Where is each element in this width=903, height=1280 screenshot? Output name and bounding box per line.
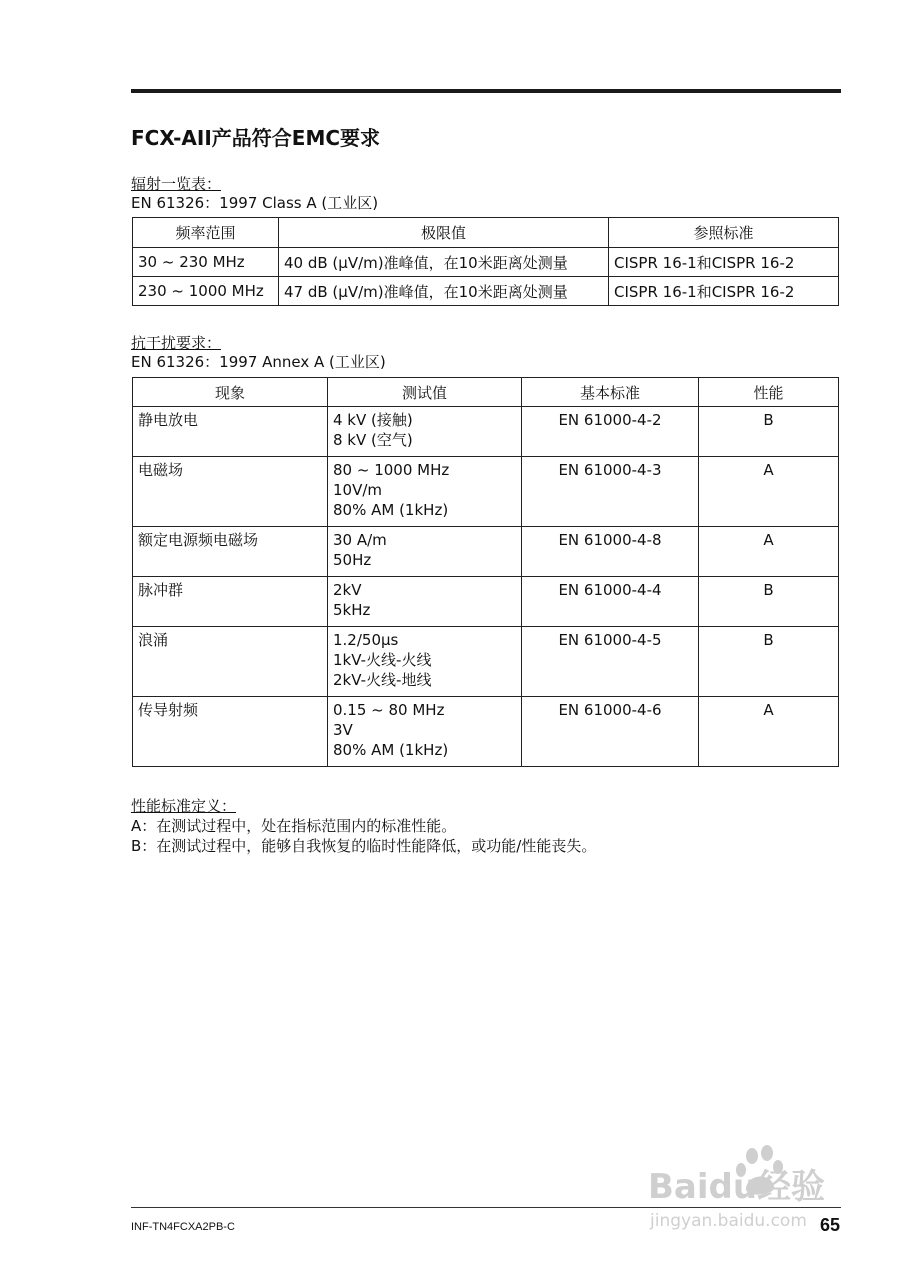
frequency-range-cell: 30 ~ 230 MHz bbox=[133, 248, 279, 277]
header-cell: 频率范围 bbox=[133, 218, 279, 248]
test-value-line: 2kV-火线-地线 bbox=[333, 671, 432, 689]
test-value-cell bbox=[328, 407, 522, 457]
header-cell: 测试值 bbox=[328, 378, 522, 407]
baidu-watermark-logo bbox=[640, 1140, 850, 1230]
definition-line: A：在测试过程中，处在指标范围内的标准性能。 bbox=[131, 817, 457, 835]
immunity-table bbox=[132, 377, 839, 767]
table-row bbox=[133, 527, 839, 577]
performance-cell: A bbox=[699, 527, 839, 577]
table-row bbox=[133, 407, 839, 457]
test-value-line: 0.15 ~ 80 MHz bbox=[333, 701, 445, 719]
definitions-heading: 性能标准定义： bbox=[131, 797, 237, 815]
test-value-cell bbox=[328, 577, 522, 627]
performance-cell: B bbox=[699, 627, 839, 697]
page-number: 65 bbox=[820, 1215, 841, 1235]
top-rule bbox=[131, 89, 841, 93]
test-value-line: 80% AM (1kHz) bbox=[333, 501, 449, 519]
test-value-cell bbox=[328, 627, 522, 697]
header-cell: 现象 bbox=[133, 378, 328, 407]
definition-line: B：在测试过程中，能够自我恢复的临时性能降低，或功能/性能丧失。 bbox=[131, 837, 597, 855]
performance-cell: B bbox=[699, 577, 839, 627]
table-row bbox=[133, 577, 839, 627]
header-cell: 参照标准 bbox=[609, 218, 839, 248]
basic-standard-cell: EN 61000-4-2 bbox=[522, 407, 699, 457]
test-value-line: 10V/m bbox=[333, 481, 383, 499]
test-value-line: 3V bbox=[333, 721, 353, 739]
emission-heading: 辐射一览表： bbox=[131, 175, 222, 193]
test-value-line: 30 A/m bbox=[333, 531, 387, 549]
basic-standard-cell: EN 61000-4-5 bbox=[522, 627, 699, 697]
phenomenon-cell: 电磁场 bbox=[133, 457, 328, 527]
test-value-line: 80 ~ 1000 MHz bbox=[333, 461, 450, 479]
performance-cell: B bbox=[699, 407, 839, 457]
phenomenon-cell: 静电放电 bbox=[133, 407, 328, 457]
header-cell: 极限值 bbox=[279, 218, 609, 248]
emission-section bbox=[131, 175, 378, 213]
test-value-line: 1.2/50μs bbox=[333, 631, 399, 649]
test-value-line: 1kV-火线-火线 bbox=[333, 651, 432, 669]
document-code: INF-TN4FCXA2PB-C bbox=[131, 1221, 235, 1233]
table-row bbox=[133, 697, 839, 767]
basic-standard-cell: EN 61000-4-3 bbox=[522, 457, 699, 527]
performance-cell: A bbox=[699, 457, 839, 527]
emission-table bbox=[132, 217, 839, 306]
test-value-line: 4 kV (接触) bbox=[333, 411, 413, 429]
bottom-rule bbox=[131, 1207, 841, 1208]
table-header-row bbox=[133, 218, 839, 248]
reference-standard-cell: CISPR 16-1和CISPR 16-2 bbox=[609, 277, 839, 306]
watermark-url: jingyan.baidu.com bbox=[650, 1211, 807, 1230]
table-header-row bbox=[133, 378, 839, 407]
header-cell: 性能 bbox=[699, 378, 839, 407]
immunity-heading: 抗干扰要求： bbox=[131, 334, 222, 352]
phenomenon-cell: 浪涌 bbox=[133, 627, 328, 697]
immunity-standard: EN 61326：1997 Annex A (工业区) bbox=[131, 353, 386, 371]
phenomenon-cell: 脉冲群 bbox=[133, 577, 328, 627]
table-row bbox=[133, 627, 839, 697]
test-value-line: 50Hz bbox=[333, 551, 372, 569]
phenomenon-cell: 传导射频 bbox=[133, 697, 328, 767]
test-value-cell bbox=[328, 527, 522, 577]
reference-standard-cell: CISPR 16-1和CISPR 16-2 bbox=[609, 248, 839, 277]
table-row bbox=[133, 277, 839, 306]
basic-standard-cell: EN 61000-4-6 bbox=[522, 697, 699, 767]
table-row bbox=[133, 248, 839, 277]
test-value-line: 2kV bbox=[333, 581, 362, 599]
immunity-section bbox=[131, 334, 386, 372]
emission-standard: EN 61326：1997 Class A (工业区) bbox=[131, 194, 379, 212]
test-value-line: 8 kV (空气) bbox=[333, 431, 413, 449]
basic-standard-cell: EN 61000-4-4 bbox=[522, 577, 699, 627]
basic-standard-cell: EN 61000-4-8 bbox=[522, 527, 699, 577]
test-value-line: 5kHz bbox=[333, 601, 371, 619]
performance-cell: A bbox=[699, 697, 839, 767]
table-row bbox=[133, 457, 839, 527]
limit-cell: 47 dB (μV/m)准峰值，在10米距离处测量 bbox=[279, 277, 609, 306]
watermark-brand: Baidu经验 bbox=[648, 1167, 826, 1207]
phenomenon-cell: 额定电源频电磁场 bbox=[133, 527, 328, 577]
test-value-line: 80% AM (1kHz) bbox=[333, 741, 449, 759]
test-value-cell bbox=[328, 697, 522, 767]
test-value-cell bbox=[328, 457, 522, 527]
limit-cell: 40 dB (μV/m)准峰值，在10米距离处测量 bbox=[279, 248, 609, 277]
definitions-section bbox=[131, 796, 596, 856]
page-title: FCX-AII产品符合EMC要求 bbox=[131, 126, 381, 150]
frequency-range-cell: 230 ~ 1000 MHz bbox=[133, 277, 279, 306]
header-cell: 基本标准 bbox=[522, 378, 699, 407]
